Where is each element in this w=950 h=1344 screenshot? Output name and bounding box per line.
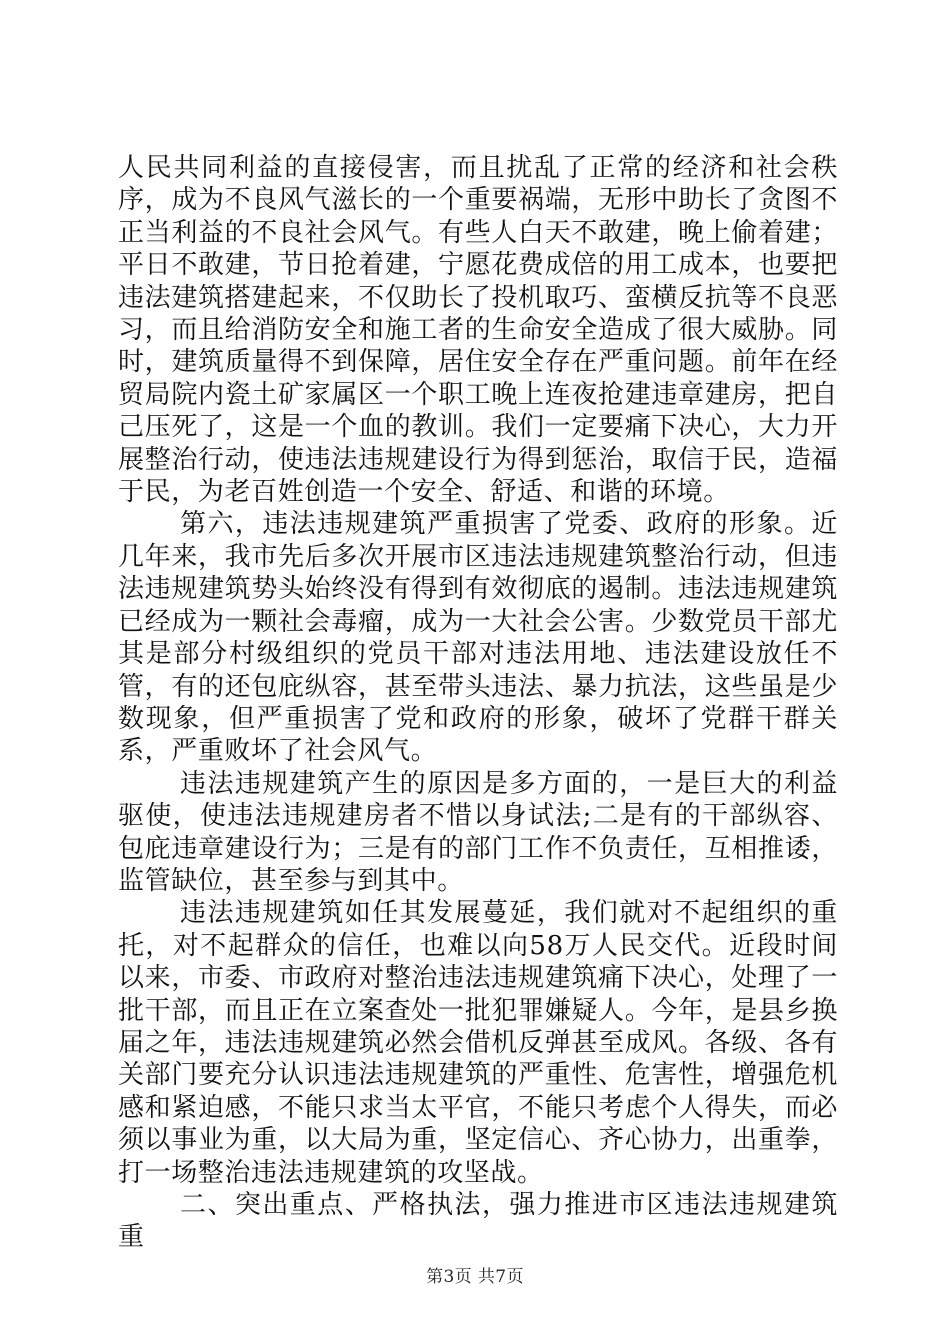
paragraph-continuation: 人民共同利益的直接侵害，而且扰乱了正常的经济和社会秩序，成为不良风气滋长的一个重要祸端，无形中助长了贪图不正当利益的不良社会风气。有些人白天不敢建，晚上偷着建；平日不敢建，节日抢着建，宁愿花费成倍的用工成本，也要把违法建筑搭建起来，不仅助长了投机取巧、蛮横反抗等不良恶习，而且给消防安全和施工者的生命安全造成了很大威胁。同时，建筑质量得不到保障，居住安全存在严重问题。前年在经贸局院内瓷土矿家属区一个职工晚上连夜抢建违章建房，把自己压死了，这是一个血的教训。我们一定要痛下决心，大力开展整治行动，使违法违规建设行为得到惩治，取信于民，造福于民，为老百姓创造一个安全、舒适、和谐的环境。 [118, 153, 838, 508]
paragraph-causes: 违法违规建筑产生的原因是多方面的，一是巨大的利益驱使，使违法违规建房者不惜以身试法;二是有的干部纵容、包庇违章建设行为；三是有的部门工作不负责任，互相推诿，监管缺位，甚至参与到其中。 [118, 768, 838, 896]
page-number-label: 第3页 共7页 [426, 1267, 524, 1287]
document-page [118, 152, 838, 1254]
page-footer [0, 1262, 950, 1287]
paragraph-sixth-point: 第六，违法违规建筑严重损害了党委、政府的形象。近几年来，我市先后多次开展市区违法违规建筑整治行动，但违法违规建筑势头始终没有得到有效彻底的遏制。违法违规建筑已经成为一颗社会毒瘤，成为一大社会公害。少数党员干部尤其是部分村级组织的党员干部对违法用地、违法建设放任不管，有的还包庇纵容，甚至带头违法、暴力抗法，这些虽是少数现象，但严重损害了党和政府的形象，破坏了党群干群关系，严重败坏了社会风气。 [118, 509, 838, 767]
section-heading-two: 二、突出重点、严格执法，强力推进市区违法违规建筑重 [118, 1190, 838, 1253]
paragraph-consequences: 违法违规建筑如任其发展蔓延，我们就对不起组织的重托，对不起群众的信任，也难以向58万人民交代。近段时间以来，市委、市政府对整治违法违规建筑痛下决心，处理了一批干部，而且正在立案查处一批犯罪嫌疑人。今年，是县乡换届之年，违法违规建筑必然会借机反弹甚至成风。各级、各有关部门要充分认识违法违规建筑的严重性、危害性，增强危机感和紧迫感，不能只求当太平官，不能只考虑个人得失，而必须以事业为重，以大局为重，坚定信心、齐心协力，出重拳，打一场整治违法违规建筑的攻坚战。 [118, 898, 838, 1188]
